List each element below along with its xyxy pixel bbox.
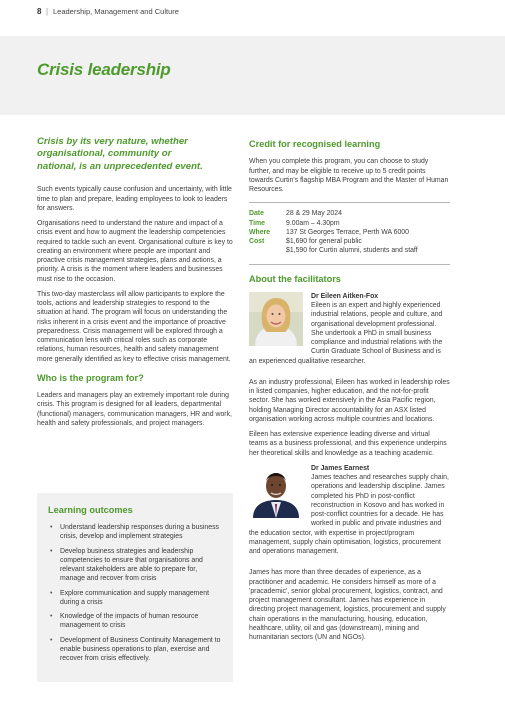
divider xyxy=(249,202,450,203)
divider xyxy=(249,264,450,265)
facilitator-bio: As an industry professional, Eileen has worked in leadership roles in listed companies, higher education, and the not-for-profit sector. She has worked extensively in the Asia Pacific region, holding Managing Director accountability for an ASX listed organisation working across multiple countries and locations. xyxy=(249,378,450,423)
date-value: 28 & 29 May 2024 xyxy=(286,210,342,218)
facilitator-bio: James teaches and researches supply chain, operations and leadership discipline. James completed his PhD in post-conflict reconstruction in Kosovo and has worked in post-conflict countries for a decade. He has worked in public and private industries and the education sector, with expertise in project/program management, supply chain optimisation, logistics, procurement and operations management. xyxy=(249,474,449,556)
credit-text: When you complete this program, you can choose to study further, and may be eligible to receive up to 5 credit points towards Curtin's flagship MBA Program and the Master of Human Resources. xyxy=(249,158,449,194)
time-value: 9.00am – 4.30pm xyxy=(286,219,340,227)
where-value: 137 St Georges Terrace, Perth WA 6000 xyxy=(286,228,409,236)
header-separator: | xyxy=(46,7,49,16)
list-item: • Explore communication and supply management during a crisis xyxy=(48,589,223,608)
facilitator-name: Dr James Earnest xyxy=(311,464,370,472)
list-item: • Knowledge of the impacts of human resource management to crisis xyxy=(48,612,223,631)
facilitator-bio: Eileen has extensive experience leading diverse and virtual teams as a business professional, and this experience underpins her theoretical skills and knowledge as a teaching academic. xyxy=(249,431,447,457)
outcomes-heading: Learning outcomes xyxy=(48,505,133,515)
facilitator-bio: James has more than three decades of experience, as a practitioner and academic. He considers himself as more of a 'pracademic', senior global procurement, logistics, contract, and project management consultant. James has experience in directing project management, logistics, procurement and supply chain operations in the manufacturing, housing, education, healthcare, utility, oil and gas (downstream), mining and humanitarian sectors (UN and NGOs). xyxy=(249,569,446,642)
page-title: Crisis leadership xyxy=(37,60,171,79)
who-text: Leaders and managers play an extremely important role during crisis. This program is designed for all leaders, departmental (functional) managers, communication managers, HR and work, health and safety professionals, and project managers. xyxy=(37,392,232,427)
james-photo xyxy=(249,464,303,518)
outcomes-list xyxy=(48,523,223,663)
list-item: • Development of Business Continuity Management to enable business operations to plan, exercise and recover from crisis effectively. xyxy=(48,636,223,664)
page-number: 8 xyxy=(37,7,42,16)
title-banner xyxy=(0,36,505,115)
credit-heading: Credit for recognised learning xyxy=(249,139,381,149)
facilitator-eileen xyxy=(249,292,450,372)
intro-statement: Crisis by its very nature, whether organisational, community or national, is an unprecedented event. xyxy=(37,136,203,172)
time-label: Time xyxy=(249,219,265,227)
facilitator-bio: Eileen is an expert and highly experienced industrial relations, people and culture, and organisational development professional. She undertook a PhD in small business compliance and industrial relations with the Curtin Graduate School of Business and is an experienced qualitative researcher. xyxy=(249,302,443,365)
eileen-photo xyxy=(249,292,303,346)
cost-general: $1,690 for general public xyxy=(286,238,362,246)
right-column xyxy=(249,136,450,648)
facilitator-name: Dr Eileen Aitken-Fox xyxy=(311,292,379,300)
learning-outcomes-panel xyxy=(37,493,233,682)
cost-curtin: $1,590 for Curtin alumni, students and staff xyxy=(286,247,418,255)
facilitators-heading: About the facilitators xyxy=(249,273,341,284)
date-label: Date xyxy=(249,210,264,218)
program-details xyxy=(249,209,450,255)
list-item: • Develop business strategies and leadership competencies to ensure that organisations and relevant stakeholders are able to prepare for, manage and recover from crisis xyxy=(48,547,223,584)
list-item: • Understand leadership responses during a business crisis, develop and implement strategies xyxy=(48,523,223,542)
body-paragraph: Organisations need to understand the nature and impact of a crisis event and how to augment the leadership competencies required to tackle such an event. Organisational culture is key to creating an environment where people are important and proactive crisis management strategies, plans and actions, a priority. A crisis is the moment where leaders and businesses must rise to the occasion. xyxy=(37,220,233,283)
who-heading: Who is the program for? xyxy=(37,372,144,383)
header-title: Leadership, Management and Culture xyxy=(53,7,179,16)
cost-value xyxy=(286,237,450,256)
body-paragraph: Such events typically cause confusion and uncertainty, with little time to plan and prepare, leading employees to look to leaders for answers. xyxy=(37,186,232,212)
where-label: Where xyxy=(249,228,271,236)
left-column xyxy=(37,136,233,434)
cost-label: Cost xyxy=(249,238,265,246)
body-paragraph: This two-day masterclass will allow participants to explore the tools, actions and leadership strategies to respond to the situation at hand. The program will focus on understanding the risks inherent in a crisis event and the importance of proactive preparedness. Crisis management will be explored through a communication lens with critical roles such as corporate relations, human resources, health and safety management more generally identified as key to effective crisis management. xyxy=(37,290,231,363)
page-header xyxy=(0,0,505,24)
facilitator-james xyxy=(249,464,450,563)
